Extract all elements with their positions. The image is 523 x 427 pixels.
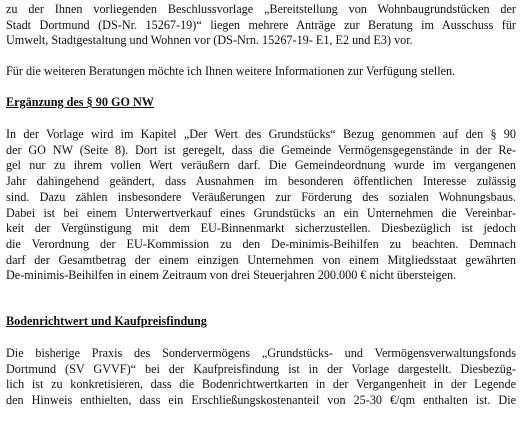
text-line: zu der Ihnen vorliegenden Beschlussvorlage „Bereitstellung von Wohnbaugrundstücken der [6, 2, 516, 16]
text-line: keit der Vergünstigung mit dem EU-Binnenmarkt sicherzustellen. Diesbezüglich ist jedoch [6, 221, 516, 236]
text-line: sind. Dazu zählen insbesondere Veräußerungen zur Förderung des sozialen Wohnungsbaus. [6, 189, 516, 204]
section1-paragraph [6, 127, 516, 284]
text-line: der GO NW (Seite 8). Dort ist geregelt, dass die Gemeinde Vermögensgegenstände in der Re- [6, 142, 516, 157]
section-heading-90-go-nw: Ergänzung des § 90 GO NW [6, 95, 154, 109]
text-line: Für die weiteren Beratungen möchte ich Ihnen weitere Informationen zur Verfügung stellen. [6, 64, 456, 78]
text-line: Stadt Dortmund (DS-Nr. 15267-19)“ liegen mehrere Anträge zur Beratung im Ausschuss für [6, 17, 516, 32]
text-line: Die bisherige Praxis des Sondervermögens „Grundstücks- und Vermögensverwaltungsfonds [6, 346, 516, 360]
info-paragraph [6, 64, 516, 80]
text-line: In der Vorlage wird im Kapitel „Der Wert des Grundstücks“ Bezug genommen auf den § 90 [6, 127, 516, 141]
text-line: Dabei ist bei einem Unterwertverkauf eines Grundstücks an ein Unternehmen die Vereinbar- [6, 205, 516, 220]
text-line: darf der Gesamtbetrag der einem einzigen Unternehmen von einem Mitgliedsstaat gewährten [6, 252, 516, 267]
text-line: Dortmund (SV GVVF)“ bei der Kaufpreisfindung ist in der Vorlage dargestellt. Diesbezüg- [6, 361, 516, 376]
intro-paragraph [6, 2, 516, 49]
section-heading-bodenrichtwert: Bodenrichtwert und Kaufpreisfindung [6, 314, 207, 328]
text-line: die Verordnung der EU-Kommission zu den De-minimis-Beihilfen zu beachten. Demnach [6, 236, 516, 251]
text-line: den Hinweis enthielten, dass ein Erschließungskostenanteil von 25-30 €/qm enthalten ist. Die [6, 393, 516, 408]
text-line: Jahr dahingehend geändert, dass Ausnahmen im besonderen öffentlichen Interesse zulässig [6, 174, 516, 189]
text-line: De-minimis-Beihilfen in einem Zeitraum von drei Steuerjahren 200.000 € nicht übersteigen. [6, 268, 457, 283]
text-line: Umwelt, Stadtgestaltung und Wohnen vor (DS-Nrn. 15267-19- E1, E2 und E3) vor. [6, 33, 413, 48]
text-line: lich ist zu konkretisieren, dass die Bodenrichtwertkarten in der Vergangenheit in der Legende [6, 377, 516, 392]
section2-paragraph [6, 346, 516, 409]
text-line: gel nur zu ihrem vollen Wert veräußern darf. Die Gemeindeordnung wurde im vergangenen [6, 158, 516, 173]
